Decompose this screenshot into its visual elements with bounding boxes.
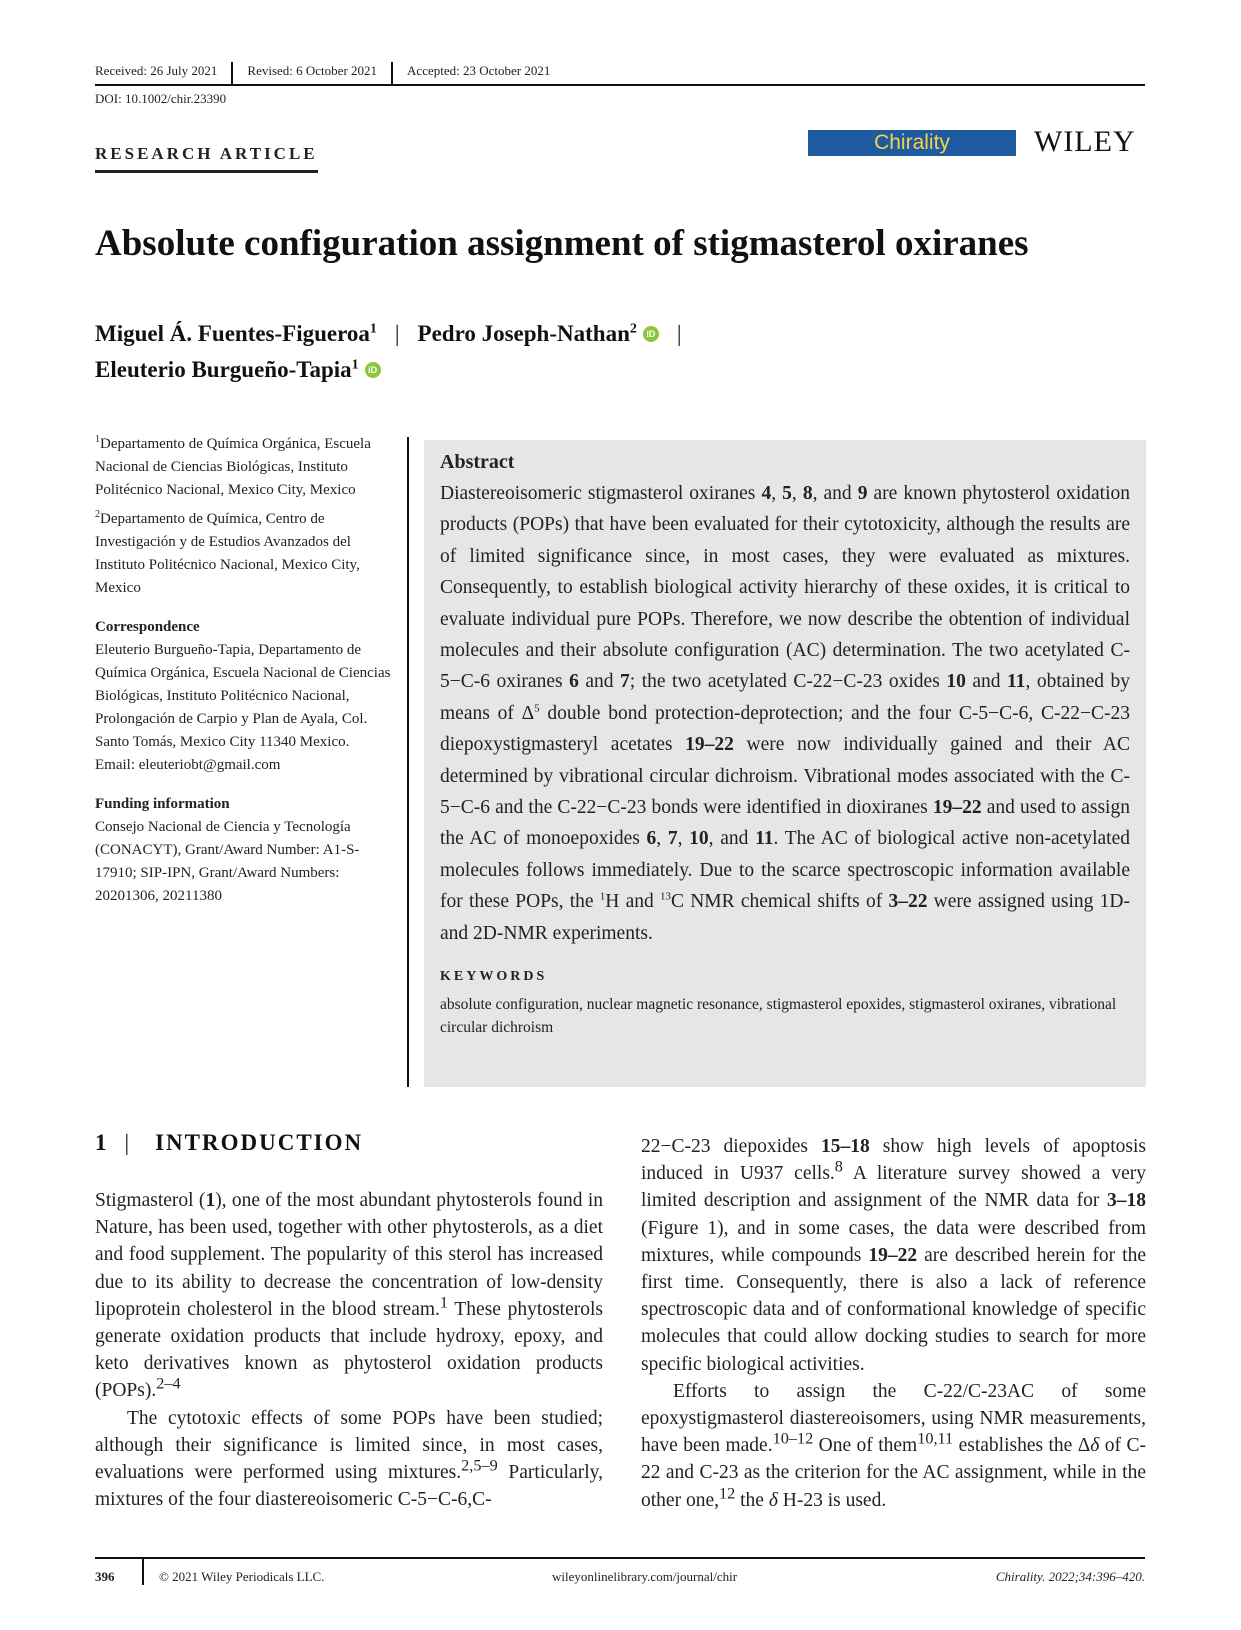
affiliation-marker: 1 — [351, 357, 359, 373]
article-info-sidebar — [95, 433, 395, 914]
orcid-icon[interactable]: iD — [365, 362, 381, 378]
author-name: Pedro Joseph-Nathan — [417, 321, 630, 346]
body-column-left — [95, 1187, 603, 1513]
affiliation-marker: 2 — [629, 321, 637, 337]
correspondence-email[interactable]: Email: eleuteriobt@gmail.com — [95, 757, 281, 773]
correspondence-heading: Correspondence — [95, 619, 200, 635]
page-number: 396 — [95, 1569, 115, 1584]
author-separator: | — [676, 321, 682, 346]
section-number: 1 — [95, 1130, 109, 1155]
accepted-date: Accepted: 23 October 2021 — [407, 63, 551, 78]
doi[interactable]: DOI: 10.1002/chir.23390 — [95, 91, 227, 106]
copyright: © 2021 Wiley Periodicals LLC. — [159, 1569, 325, 1584]
funding-heading: Funding information — [95, 796, 230, 812]
article-type: RESEARCH ARTICLE — [95, 144, 318, 173]
affiliation — [95, 508, 395, 600]
section-title: INTRODUCTION — [155, 1130, 364, 1155]
abstract-heading: Abstract — [440, 451, 515, 473]
affiliation-number: 2 — [95, 509, 100, 520]
affiliation-text: Departamento de Química, Centro de Investigación y de Estudios Avanzados del Instituto Politécnico Nacional, Mexico City, Mexico — [95, 511, 360, 596]
orcid-icon[interactable]: iD — [643, 326, 659, 342]
affiliation-number: 1 — [95, 434, 100, 445]
journal-badge: Chirality — [808, 130, 1016, 156]
affiliation — [95, 433, 395, 502]
article-title: Absolute configuration assignment of stigmasterol oxiranes — [95, 223, 1029, 264]
abstract-text: Diastereoisomeric stigmasterol oxiranes 4, 5, 8, and 9 are known phytosterol oxidation products (POPs) that have been evaluated for their cytotoxicity, although the results are of limited significance since, in most cases, they were evaluated as mixtures. Consequently, to establish biological activity hierarchy of these oxides, it is critical to evaluate individual pure POPs. Therefore, we now describe the obtention of individual molecules and their absolute configuration (AC) determination. The two acetylated C-5−C-6 oxiranes 6 and 7; the two acetylated C-22−C-23 oxides 10 and 11, obtained by means of $\Delta^5$ double bond protection-deprotection; and the four C-5−C-6, C-22−C-23 diepoxystigmasteryl acetates 19–22 were now individually gained and their AC determined by vibrational circular dichroism. Vibrational modes associated with the C-5−C-6 and the C-22−C-23 bonds were identified in dioxiranes 19–22 and used to assign the AC of monoepoxides 6, 7, 10, and 11. The AC of biological active non-acetylated molecules follows immediately. Due to the scarce spectroscopic information available for these POPs, the $^1$H and $^{13}$C NMR chemical shifts of 3–22 were assigned using 1D- and 2D-NMR experiments. — [440, 483, 1131, 944]
affiliation-marker: 1 — [369, 321, 377, 337]
body-paragraph: The cytotoxic effects of some POPs have been studied; although their significance is limited since, in most cases, evaluations were performed using mixtures.$^{2,5-9}$ Particularly, mixtures of the four diastereoisomeric C-5−C-6,C- — [95, 1407, 603, 1511]
revised-date: Revised: 6 October 2021 — [247, 63, 378, 78]
body-paragraph: Efforts to assign the C-22/C-23AC of some epoxystigmasterol diastereoisomers, using NMR measurements, have been made.$^{10-12}$ One of them$^{10,11}$ establishes the Δδ of C-22 and C-23 as the criterion for the AC assignment, while in the other one,$^{12}$ the δ H-23 is used. — [641, 1380, 1146, 1511]
footer-divider — [142, 1559, 144, 1585]
journal-url[interactable]: wileyonlinelibrary.com/journal/chir — [552, 1569, 738, 1584]
author-separator: | — [394, 321, 400, 346]
citation: Chirality. 2022;34:396–420. — [995, 1569, 1145, 1584]
body-paragraph: 22−C-23 diepoxides 15–18 show high levels of apoptosis induced in U937 cells.$^8$ A literature survey showed a very limited description and assignment of the NMR data for 3–18 (Figure 1), and in some cases, the data were described from mixtures, while compounds 19–22 are described herein for the first time. Consequently, there is also a lack of reference spectroscopic data and of conformational knowledge of specific molecules that could allow docking studies to search for more specific biological activities. — [641, 1136, 1147, 1375]
keywords-heading: KEYWORDS — [440, 969, 548, 985]
author-name: Eleuterio Burgueño-Tapia — [95, 357, 352, 382]
body-column-right — [641, 1133, 1146, 1514]
publication-dates — [95, 60, 1145, 86]
abstract-box — [424, 440, 1146, 1087]
page-footer — [95, 1557, 1145, 1589]
author-name: Miguel Á. Fuentes-Figueroa — [95, 321, 370, 346]
funding-text: Consejo Nacional de Ciencia y Tecnología (CONACYT), Grant/Award Number: A1-S-17910; SIP-IPN, Grant/Award Numbers: 20201306, 20211380 — [95, 819, 360, 904]
section-heading — [95, 1130, 363, 1156]
keywords-list: absolute configuration, nuclear magnetic resonance, stigmasterol epoxides, stigmasterol oxiranes, vibrational circular dichroism — [440, 996, 1117, 1037]
publisher-logo: WILEY — [1034, 125, 1136, 158]
author-list — [95, 316, 699, 388]
affiliation-text: Departamento de Química Orgánica, Escuela Nacional de Ciencias Biológicas, Instituto Politécnico Nacional, Mexico City, Mexico — [95, 436, 371, 498]
section-divider: | — [124, 1130, 132, 1155]
correspondence-text: Eleuterio Burgueño-Tapia, Departamento de Química Orgánica, Escuela Nacional de Ciencias Biológicas, Instituto Politécnico Nacional, Prolongación de Carpio y Plan de Ayala, Col. Santo Tomás, Mexico City 11340 Mexico. — [95, 642, 391, 750]
body-paragraph: Stigmasterol (1), one of the most abundant phytosterols found in Nature, has been used, together with other phytosterols, as a diet and food supplement. The popularity of this sterol has increased due to its ability to decrease the concentration of low-density lipoprotein cholesterol in the blood stream.$^1$ These phytosterols generate oxidation products that include hydroxy, epoxy, and keto derivatives known as phytosterol oxidation products (POPs).$^{2-4}$ — [95, 1190, 604, 1402]
received-date: Received: 26 July 2021 — [95, 63, 218, 78]
column-divider — [407, 437, 409, 1087]
